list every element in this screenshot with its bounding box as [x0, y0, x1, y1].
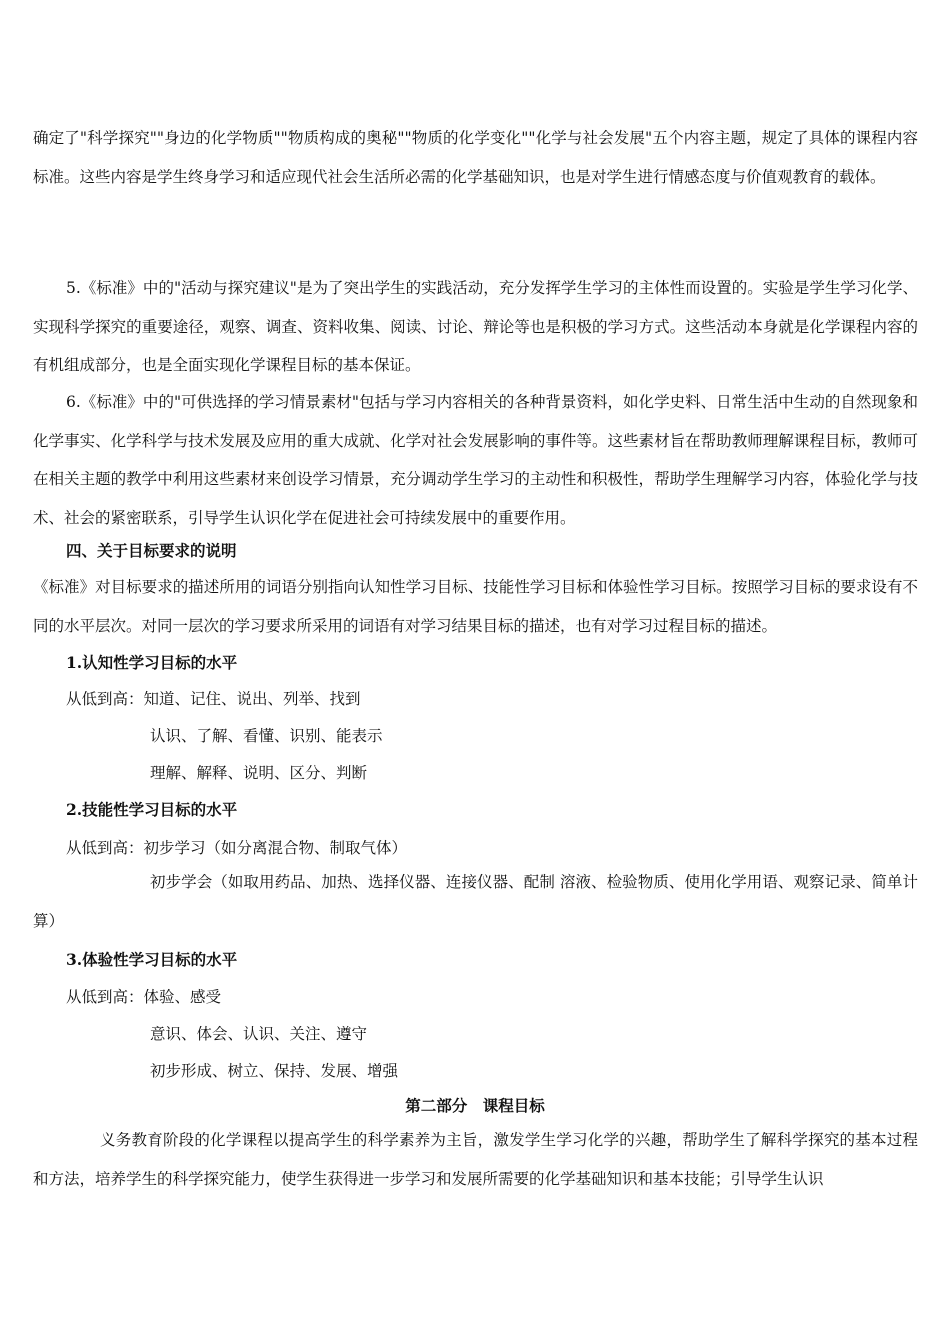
cognitive-level-line-2: 认识、了解、看懂、识别、能表示	[150, 727, 383, 745]
part-2-paragraph: 义务教育阶段的化学课程以提高学生的科学素养为主旨，激发学生学习化学的兴趣，帮助学生了解科学探究的基本过程和方法，培养学生的科学探究能力，使学生获得进一步学习和发展所需要的化学基础知识和基本技能；引导学生认识	[33, 1131, 918, 1188]
experiential-level-line-1: 从低到高：体验、感受	[66, 988, 222, 1006]
experiential-level-heading: 3.体验性学习目标的水平	[66, 950, 238, 969]
skill-level-heading: 2.技能性学习目标的水平	[66, 800, 238, 819]
cognitive-level-line-1: 从低到高：知道、记住、说出、列举、找到	[66, 690, 361, 708]
experiential-level-line-2: 意识、体会、认识、关注、遵守	[150, 1025, 368, 1043]
paragraph-content-topics: 确定了"科学探究""身边的化学物质""物质构成的奥秘""物质的化学变化""化学与社会发展"五个内容主题，规定了具体的课程内容标准。这些内容是学生终身学习和适应现代社会生活所必需的化学基础知识，也是对学生进行情感态度与价值观教育的载体。	[33, 129, 918, 186]
paragraph-item-5: 5.《标准》中的"活动与探究建议"是为了突出学生的实践活动，充分发挥学生学习的主体性而设置的。实验是学生学习化学、实现科学探究的重要途径，观察、调查、资料收集、阅读、讨论、辩论等也是积极的学习方式。这些活动本身就是化学课程内容的有机组成部分，也是全面实现化学课程目标的基本保证。	[33, 279, 918, 374]
experiential-level-line-3: 初步形成、树立、保持、发展、增强	[150, 1062, 399, 1080]
paragraph-item-6: 6.《标准》中的"可供选择的学习情景素材"包括与学习内容相关的各种背景资料，如化学史料、日常生活中生动的自然现象和化学事实、化学科学与技术发展及应用的重大成就、化学对社会发展影响的事件等。这些素材旨在帮助教师理解课程目标，教师可在相关主题的教学中利用这些素材来创设学习情景，充分调动学生学习的主动性和积极性，帮助学生理解学习内容，体验化学与技术、社会的紧密联系，引导学生认识化学在促进社会可持续发展中的重要作用。	[33, 393, 918, 527]
cognitive-level-heading: 1.认知性学习目标的水平	[66, 653, 238, 672]
section-4-heading: 四、关于目标要求的说明	[66, 541, 237, 560]
skill-level-line-1: 从低到高：初步学习（如分离混合物、制取气体）	[66, 839, 408, 857]
cognitive-level-line-3: 理解、解释、说明、区分、判断	[150, 764, 368, 782]
part-2-title: 第二部分 课程目标	[405, 1096, 545, 1115]
skill-level-line-2: 初步学会（如取用药品、加热、选择仪器、连接仪器、配制 溶液、检验物质、使用化学用语、观察记录、简单计算）	[33, 873, 918, 930]
section-4-paragraph: 《标准》对目标要求的描述所用的词语分别指向认知性学习目标、技能性学习目标和体验性学习目标。按照学习目标的要求设有不同的水平层次。对同一层次的学习要求所采用的词语有对学习结果目标的描述，也有对学习过程目标的描述。	[33, 578, 918, 635]
